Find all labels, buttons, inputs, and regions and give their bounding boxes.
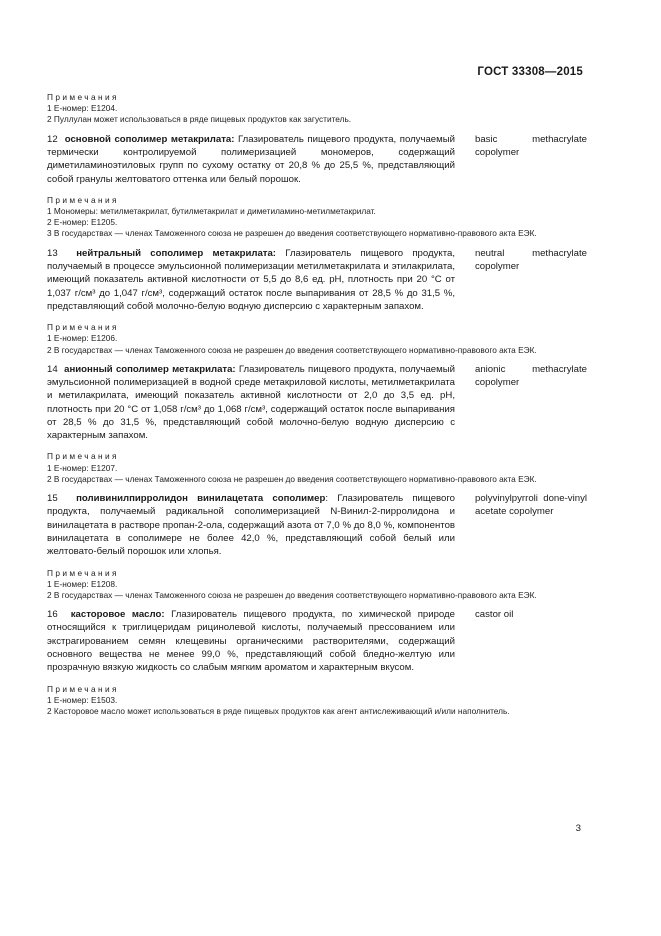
entry-number: 16	[47, 609, 58, 621]
entry-definition	[47, 492, 455, 558]
entry-number: 14	[47, 363, 58, 375]
entry-english-term: neutral methacrylate copolymer	[475, 247, 587, 272]
note-line: 2 Касторовое масло может использоваться в ряде пищевых продуктов как агент антислеживающий и/или наполнитель.	[47, 706, 510, 717]
term-entry-15	[47, 492, 587, 558]
term-entry-14	[47, 363, 587, 443]
note-line: 2 В государствах — членах Таможенного союза не разрешен до введения соответствующего нормативно-правового акта ЕЭК.	[47, 344, 537, 355]
entry-term: касторовое масло:	[70, 609, 165, 621]
note-line: 2 Пуллулан может использоваться в ряде пищевых продуктов как загуститель.	[47, 114, 352, 125]
notes-title: Примечания	[47, 194, 119, 205]
notes-title: Примечания	[47, 92, 119, 102]
notes-block-12	[47, 195, 587, 240]
entry-english-term: basic methacrylate copolymer	[475, 133, 587, 158]
entry-english-term: anionic methacrylate copolymer	[475, 363, 587, 388]
entry-definition	[47, 247, 455, 313]
document-header: ГОСТ 33308—2015	[477, 66, 583, 78]
notes-title: Примечания	[47, 322, 119, 333]
entry-term: нейтральный сополимер метакрилата:	[76, 247, 277, 259]
notes-title: Примечания	[47, 567, 119, 578]
notes-block-16	[47, 684, 587, 718]
note-line: 1 Е-номер: Е1503.	[47, 694, 118, 705]
entry-term: анионный сополимер метакрилата:	[64, 363, 236, 375]
note-line: 1 Е-номер: Е1206.	[47, 333, 118, 344]
term-entry-16	[47, 608, 587, 674]
entry-number: 15	[47, 493, 58, 505]
page-number: 3	[575, 823, 581, 834]
entry-number: 13	[47, 247, 58, 259]
notes-title: Примечания	[47, 683, 119, 694]
note-line: 3 В государствах — членах Таможенного союза не разрешен до введения соответствующего нормативно-правового акта ЕЭК.	[47, 228, 537, 239]
notes-block-intro	[47, 92, 587, 126]
entry-definition-text: Глазирователь пищевого продукта, получаемый термически контролируемой полимеризацией мономеров, содержащий диметиламиноэтиловых групп по сухому остатку от 20,8 % до 25,5 %, представляющий собой гранулы желтоватого оттенка или белый порошок.	[47, 133, 455, 185]
note-line: 2 В государствах — членах Таможенного союза не разрешен до введения соответствующего нормативно-правового акта ЕЭК.	[47, 473, 537, 484]
term-entry-12	[47, 133, 587, 186]
notes-block-15	[47, 568, 587, 602]
document-body	[47, 92, 587, 717]
entry-term: основной сополимер метакрилата:	[64, 133, 235, 145]
notes-block-13	[47, 322, 587, 356]
entry-number: 12	[47, 133, 58, 145]
entry-definition	[47, 133, 455, 186]
entry-definition-text: Глазирователь пищевого продукта, по химической природе относящийся к триглицеридам рицинолевой кислоты, получаемый прессованием или экстрагированием семян клещевины органическими растворителями, содержащий основного вещества не менее 99,0 %, представляющий собой бледно-желтую или прозрачную вязкую жидкость со слабым мягким ароматом и характерным вкусом.	[47, 609, 455, 674]
note-line: 2 В государствах — членах Таможенного союза не разрешен до введения соответствующего нормативно-правового акта ЕЭК.	[47, 589, 537, 600]
note-line: 2 Е-номер: Е1205.	[47, 217, 118, 228]
entry-definition-text: Глазирователь пищевого продукта, получаемый в процессе эмульсионной полимеризации метилметакрилата и этилакрилата, имеющий показатель активной кислотности от 5,5 до 8,6 ед. pH, плотность при 20 °С от 1,037 г/см³ до 1,047 г/см³, содержащий остаток после выпаривания от 28,5 % до 31,5 %, представляющий собой молочно-белую водную дисперсию с характерным запахом.	[47, 247, 456, 312]
notes-title: Примечания	[47, 451, 119, 462]
entry-term: поливинилпирролидон винилацетата сополимер	[76, 493, 326, 505]
entry-english-term: polyvinylpyrroli done-vinyl acetate copolymer	[475, 493, 587, 518]
entry-definition	[47, 608, 455, 674]
term-entry-13	[47, 247, 587, 313]
note-line: 1 Мономеры: метилметакрилат, бутилметакрилат и диметиламино-метилметакрилат.	[47, 206, 376, 216]
entry-english-term: castor oil	[475, 609, 514, 621]
note-line: 1 Е-номер: Е1208.	[47, 578, 118, 589]
notes-block-14	[47, 451, 587, 485]
entry-definition-text: Глазирователь пищевого продукта, получаемый эмульсионной полимеризацией в водной среде метакриловой кислоты, метилметакрилата и метилакрилата, имеющий показатель активной кислотности от 2,0 до 3,5 ед. pH, плотность при 20 °С от 1,058 г/см³ до 1,068 г/см³, содержащий остаток после выпаривания от 28,5 % до 31,5 %, представляющий собой молочно-белую водную дисперсию с характерным запахом.	[47, 363, 455, 442]
note-line: 1 Е-номер: Е1207.	[47, 462, 118, 473]
note-line: 1 Е-номер: Е1204.	[47, 103, 118, 114]
entry-definition	[47, 363, 455, 443]
entry-definition-text: : Глазирователь пищевого продукта, получаемый радикальной сополимеризацией N-Винил-2-пирролидона и винилацетата в растворе пропан-2-ола, содержащий азота от 7,0 % до 8,0 %, компонентов винилацетата в сополимере не более 42,0 %, представляющий собой белый или желтовато-белый порошок или хлопья.	[47, 493, 455, 558]
